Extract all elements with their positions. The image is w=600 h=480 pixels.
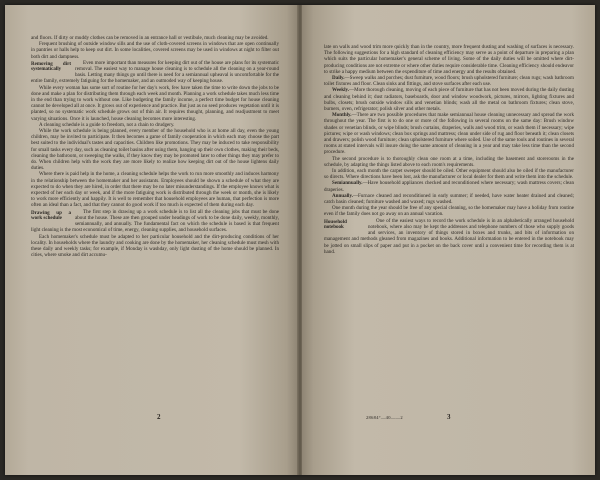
book-spread <box>5 5 595 475</box>
paragraph: The second procedure is to thoroughly clean one room at a time, including the basement and storerooms in the schedule, by adapting the things listed above to each room's requirements. <box>324 155 574 168</box>
paragraph: and floors. If dirty or muddy clothes can be removed in an entrance hall or vestibule, much cleaning may be avoided. <box>31 35 269 41</box>
paragraph: —There are two possible procedures that make semiannual house cleaning unnecessary and spread the work throughout the year. The first is to do one or more of the following in several rooms on the same day: Brush window shades or venetian blinds, or wipe blinds; brush curtains, draperies, walls and wood trim, or wash them if necessary; wipe pictures; wipe or wash windows; clean box springs and mattress; clean under side of rug and floor beneath it; clean closets and drawers; polish wood furniture; clean upholstered furniture where soiled. Use of the same tools and routines in several rooms at stated intervals will insure doing the same amount of cleaning in a year and may take less time than the second procedure. <box>324 112 574 156</box>
paragraph: In addition, each month the carpet sweeper should be oiled. Other equipment should also be oiled if the manufacturer so directs. Where directions have been lost, ask the manufacturer or local dealer for them and write them into the schedule. <box>324 168 574 181</box>
sidehead-household-notebook: Household notebook <box>324 219 347 231</box>
paragraph: —Sweep walks and porches; dust furniture, wood floors; brush upholstered furniture; clean rugs; wash bathroom toilet fixtures and floor. Clean sinks and fittings, and stove surfaces after each use. <box>324 75 574 88</box>
paragraph: Frequent brushing of outside window sills and the use of cloth-covered screens in windows that are open continually in pantries or halls help to keep out dirt. In some localities, covered screens may be used in windows at night to filter out both dirt and dampness. <box>31 41 279 60</box>
heading-semiannually: Semiannually. <box>332 180 363 187</box>
sidehead-removing-dirt: Removing dirt systematically <box>31 61 71 73</box>
page-number-left: 2 <box>157 413 161 421</box>
paragraph: A cleaning schedule is a guide to freedom, not a chain to drudgery. <box>39 121 175 128</box>
page-number-right: 3 <box>447 413 451 421</box>
paragraph: late on walls and wood trim more quickly than in the country, more frequent dusting and washing of surfaces is necessary. The following suggestions for a high standard of cleaning efficiency may serve as a point of departure in preparing a plan which suits the particular homemaker's general scheme of living. Some of the daily duties will be omitted where dirt-producing conditions are not extreme or where other duties require considerable time. Cleaning efficiency should endeavor to strike a happy medium between the expenditure of time and energy and the results obtained. <box>324 44 574 75</box>
paragraph: Where there is paid help in the home, a cleaning schedule helps the work to run more smoothly and induces harmony in the relationship between the homemaker and her assistants. Employees should be shown a schedule of what they are expected to do when they are hired, in order that there may be no later misunderstandings. If the employee knows what is expected of her each day or week, and if the more fatiguing work is distributed through the week or month, she is likely to work more efficiently and happily. It is well to remember that household employees are human, that perfection is more often an ideal than a fact, and that they cannot do good work if too much is expected of them during each day. <box>31 171 279 209</box>
printer-mark: 28684°—40——2 <box>366 415 403 420</box>
paragraph: —Furnace cleaned and reconditioned in early summer; if needed, have water heater drained and cleaned; catch basin cleaned; furniture washed and waxed; rugs washed. <box>324 192 574 206</box>
paragraph: —Have household appliances checked and reconditioned where necessary; wash mattress covers; clean draperies. <box>324 180 574 193</box>
left-page <box>5 5 298 475</box>
paragraph: Each homemaker's schedule must be adapted to her particular household and the dirt-producing conditions of her locality. In households where the laundry and cooking are done by the homemaker, her cleaning schedule must mesh with these daily and weekly tasks; for example, if Monday is washday, only light dusting of the home should be planned. In cities, where smoke and dirt accumu- <box>31 233 279 259</box>
paragraph: —More thorough cleaning, moving of each piece of furniture that has not been moved during the daily dusting and cleaning behind it; dust radiators, baseboards, door and window woodwork, pictures, mirrors, lighting fixtures and bulbs, closets; brush outside window sills and venetian blinds; wash all the metal on bathroom fixtures; clean stove, burners, oven, refrigerator; polish silver and other metals. <box>324 87 574 113</box>
paragraph: One month during the year should be free of any special cleaning, so the homemaker may have a holiday from routine even if the family does not go away on an annual vacation. <box>324 205 574 218</box>
paragraph: The first step in drawing up a work schedule is to list all the cleaning jobs that must be done about the house. These are then grouped under headings of work to be done daily, weekly, monthly, semiannually, and annually. The fundamental fact on which the schedule is based is that frequent light cleaning is the most economical of time, energy, cleaning supplies, and household surfaces. <box>31 208 279 234</box>
heading-monthly: Monthly. <box>332 112 352 119</box>
heading-annually: Annually. <box>332 192 353 199</box>
paragraph: While every woman has some sort of routine for her day's work, few have taken the time to write down the jobs to be done and make a plan for distributing them through each week and month. Planning a work schedule takes much less time in the end than trying to work without one. Like budgeting the family income, a perfect time budget for house cleaning cannot be developed all at once. It grows out of experience and practice. But just as no seed produces vegetation until it is planted, so no systematic work schedule grows out of thin air. It requires thought, planning, and readjustment to meet varying situations. Once it is launched, house cleaning becomes more interesting. <box>31 84 279 122</box>
paragraph: While the work schedule is being planned, every member of the household who is at home all day, even the young children, may be invited to participate. It then becomes a game of family cooperation in which each may choose the part best suited to the individual's tastes and capacities. Children like promotions. They may be induced to take responsibility for small tasks every day, such as cleaning toilet basins after using them, hanging up their own clothes, making their beds, cleaning the bathroom, or sweeping the walks, if they know they may be promoted later to other things they may prefer to do. When children help with the work they are more likely to realize how keeping dirt out of the house lightens daily duties. <box>31 128 279 172</box>
paragraph: Even more important than measures for keeping dirt out of the house are plans for its systematic removal. The easiest way to manage house cleaning is to schedule all the cleaning on a year-round basis. Letting many things go until there is need for a semiannual upheaval is uncomfortable for the entire family, extremely fatiguing for the homemaker, and an outmoded way of keeping house. <box>31 59 279 85</box>
right-page-text <box>324 44 574 255</box>
heading-daily: Daily. <box>332 75 345 82</box>
sidehead-drawing-schedule: Drawing up a work schedule <box>31 210 71 222</box>
paragraph: One of the easiest ways to record the work schedule is in an alphabetically arranged household notebook, where also may be kept the addresses and telephone numbers of those who supply goods and services, an inventory of things stored in boxes and trunks, and bits of information on management and methods gleaned from magazines and books. Additional information to be entered in the notebook may be jotted on small slips of paper and put in a pocket on the back cover until a convenient time for recording them is at hand. <box>324 217 574 255</box>
left-page-text <box>31 35 279 258</box>
right-page <box>302 5 595 475</box>
heading-weekly: Weekly. <box>332 87 350 94</box>
